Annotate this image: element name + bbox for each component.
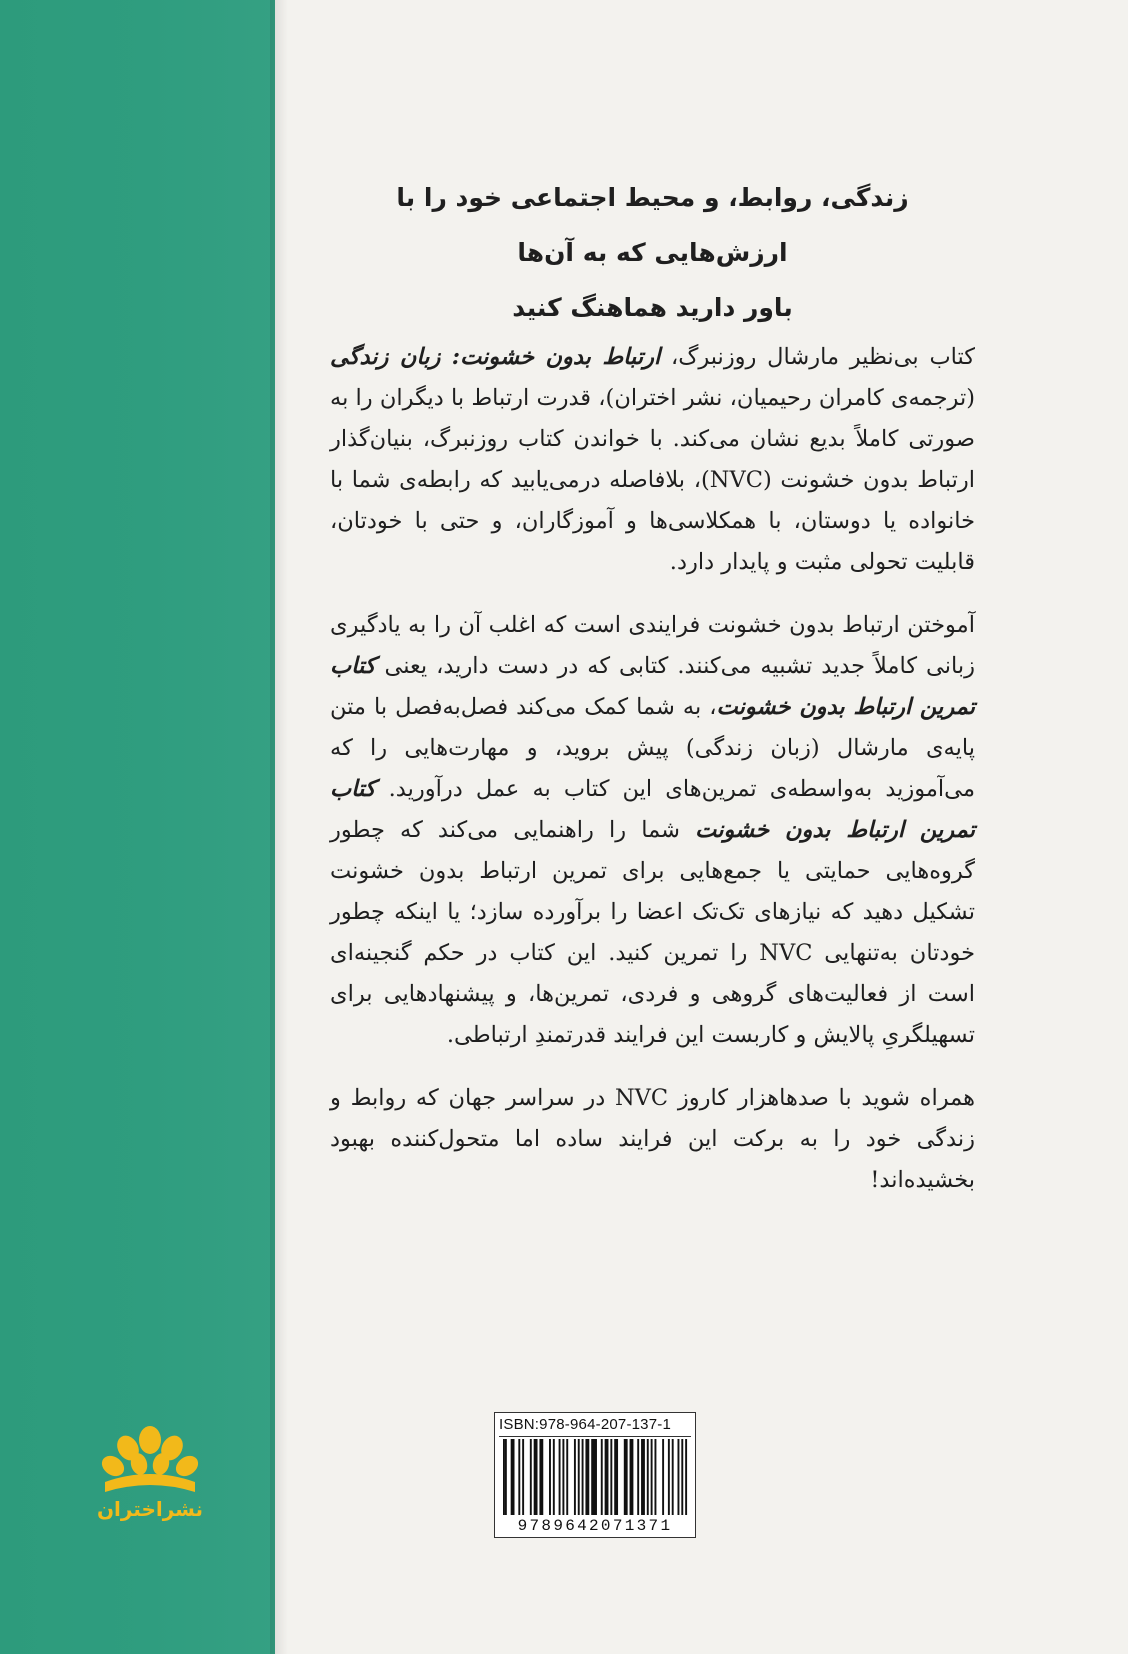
barcode-bar [601, 1439, 603, 1515]
back-cover-text [330, 170, 975, 1223]
barcode-bar [685, 1439, 687, 1515]
barcode-bar [630, 1439, 634, 1515]
p1-book-title: ارتباط بدون خشونت: زبان زندگی [330, 344, 661, 370]
p2-text-a: آموختن ارتباط بدون خشونت فرایندی است که اغلب آن را به یادگیری زبانی کاملاً جدید تشبیه می‌کنند. کتابی که در دست دارید، یعنی [330, 612, 975, 679]
spine-edge-shadow [270, 0, 288, 1654]
barcode-bar [668, 1439, 670, 1515]
barcode-bar [654, 1439, 656, 1515]
barcode-bar [539, 1439, 543, 1515]
p2-text-c: شما را راهنمایی می‌کند که چطور گروه‌هایی حمایتی یا جمع‌هایی برای تمرین ارتباط بدون خشونت تشکیل دهید که نیازهای تک‌تک اعضا را برآورده سازد؛ یا اینکه چطور خودتان به‌تنهایی NVC را تمرین کنید. این کتاب در حکم گنجینه‌ای است از فعالیت‌های گروهی و فردی، تمرین‌ها، و پیشنهادهایی برای تسهیلگریِ پالایش و کاربست این فرایند قدرتمندِ ارتباطی. [330, 817, 975, 1048]
headline-line-2: باور دارید هماهنگ کنید [512, 293, 793, 322]
barcode-bar [566, 1439, 568, 1515]
barcode-bar [624, 1439, 628, 1515]
paragraph-3: همراه شوید با صدهاهزار کاروز NVC در سراسر جهان که روابط و زندگی خود را به برکت این فرایند ساده اما متحول‌کننده بهبود بخشیده‌اند! [330, 1085, 976, 1193]
barcode-bar [549, 1439, 551, 1515]
barcode-bar [677, 1439, 679, 1515]
isbn-label: ISBN:978-964-207-137-1 [499, 1416, 691, 1437]
barcode-bar [522, 1439, 524, 1515]
headline-line-1: زندگی، روابط، و محیط اجتماعی خود را با ارزش‌هایی که به آن‌ها [396, 183, 909, 267]
barcode-bar [505, 1439, 507, 1515]
barcode-digits: 9789642071371 [517, 1517, 673, 1535]
barcode-bars [503, 1439, 689, 1515]
barcode-bar [518, 1439, 520, 1515]
barcode-bar [574, 1439, 576, 1515]
barcode-bar [578, 1439, 580, 1515]
barcode-bar [662, 1439, 664, 1515]
p1-text-b: (ترجمه‌ی کامران رحیمیان، نشر اختران)، قدرت ارتباط با دیگران را به صورتی کاملاً بدیع نشان می‌کند. با خواندن کتاب روزنبرگ، بنیان‌گذار ارتباط بدون خشونت (NVC)، بلافاصله درمی‌یابید که رابطه‌ی شما با خانواده یا دوستان، با همکلاسی‌ها و آموزگاران، و حتی با خودتان، قابلیت تحولی مثبت و پایدار دارد. [330, 385, 975, 575]
p2-text-b: ، به شما کمک می‌کند فصل‌به‌فصل با متن پایه‌ی مارشال (زبان زندگی) پیش بروید، و مهارت‌هایی را که می‌آموزید به‌واسطه‌ی تمرین‌های این کتاب به عمل درآورید. [330, 694, 975, 802]
barcode-bar [641, 1439, 645, 1515]
barcode-bar [651, 1439, 653, 1515]
barcode-bar [672, 1439, 674, 1515]
barcode-bar [637, 1439, 639, 1515]
isbn-barcode [494, 1412, 696, 1538]
barcode-bar [534, 1439, 538, 1515]
barcode-bar [530, 1439, 532, 1515]
barcode-bar [610, 1439, 612, 1515]
barcode-bar [591, 1439, 597, 1515]
green-spine [0, 0, 275, 1654]
headline [330, 170, 975, 335]
barcode-bar [585, 1439, 589, 1515]
p2-book-title-2: کتاب تمرین ارتباط بدون خشونت [330, 776, 975, 843]
barcode-bar [553, 1439, 555, 1515]
barcode-bar [681, 1439, 683, 1515]
barcode-bar [582, 1439, 584, 1515]
barcode-bar [647, 1439, 649, 1515]
paragraph-2 [330, 605, 975, 1056]
p1-text-a: کتاب بی‌نظیر مارشال روزنبرگ، [660, 344, 975, 370]
barcode-bar [605, 1439, 609, 1515]
p2-book-title-1: کتاب تمرین ارتباط بدون خشونت [330, 653, 975, 720]
barcode-bar [511, 1439, 515, 1515]
publisher-logo-text: نشراختران [96, 1497, 204, 1521]
barcode-bar [614, 1439, 618, 1515]
paragraph-1 [330, 337, 975, 583]
barcode-bar [559, 1439, 561, 1515]
barcode-bar [562, 1439, 564, 1515]
barcode-bar [503, 1439, 505, 1515]
